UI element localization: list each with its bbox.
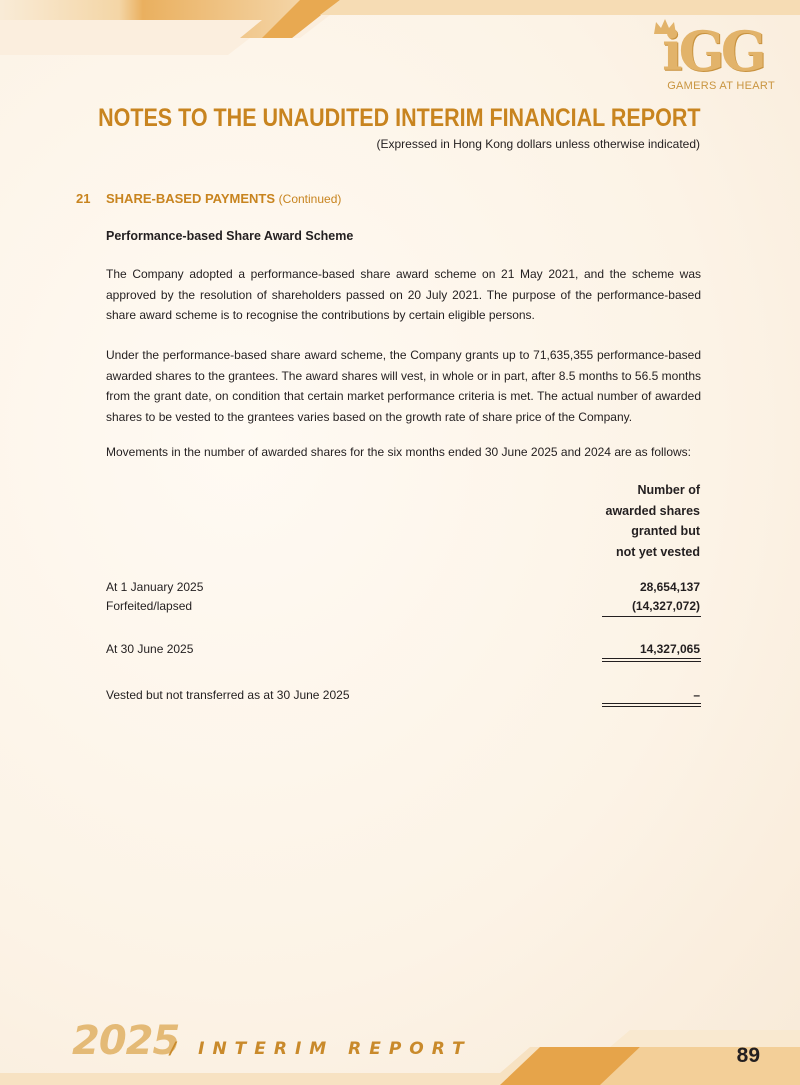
igg-logo xyxy=(650,20,775,100)
section-title-text: SHARE-BASED PAYMENTS xyxy=(106,191,276,206)
logo-tagline: GAMERS AT HEART xyxy=(667,80,775,92)
section-title xyxy=(106,191,341,206)
footer-year: 2025 xyxy=(72,1018,180,1064)
column-header-line: awarded shares xyxy=(605,503,700,518)
row-value-vested: – xyxy=(693,688,700,702)
column-header-line: Number of xyxy=(637,483,700,497)
scheme-heading: Performance-based Share Award Scheme xyxy=(106,229,354,243)
vested-double-rule xyxy=(602,703,701,707)
section-continued: (Continued) xyxy=(278,192,342,206)
table-column-header xyxy=(606,480,701,562)
logo-text: iGG xyxy=(662,19,763,83)
row-label-opening: At 1 January 2025 xyxy=(106,580,204,594)
row-value-forfeited: (14,327,072) xyxy=(631,599,700,613)
subtotal-rule xyxy=(602,616,701,617)
page-title: NOTES TO THE UNAUDITED INTERIM FINANCIAL REPORT xyxy=(97,104,700,132)
paragraph-scheme-terms: Under the performance-based share award scheme, the Company grants up to 71,635,355 performance-based awarded shares to the grantees. The award shares will vest, in whole or in part, after 8.5 months to 56.5 months from the grant date, on condition that certain market performance criteria is met. The actual number of awarded shares to be vested to the grantees varies based on the growth rate of share price of the Company. xyxy=(106,348,701,424)
page-number: 89 xyxy=(736,1044,760,1067)
row-value-opening: 28,654,137 xyxy=(639,580,700,594)
column-header-line: not yet vested xyxy=(615,544,700,559)
paragraph-movements-intro: Movements in the number of awarded shares for the six months ended 30 June 2025 and 2024 are as follows: xyxy=(106,445,692,459)
column-header-line: granted but xyxy=(631,524,700,538)
section-number: 21 xyxy=(76,191,91,206)
row-label-forfeited: Forfeited/lapsed xyxy=(106,599,193,613)
row-label-closing: At 30 June 2025 xyxy=(106,642,194,656)
footer-report-label: / INTERIM REPORT xyxy=(170,1039,472,1059)
total-double-rule xyxy=(602,658,701,662)
row-label-vested: Vested but not transferred as at 30 June 2025 xyxy=(106,688,350,702)
page-subtitle: (Expressed in Hong Kong dollars unless otherwise indicated) xyxy=(376,137,700,151)
paragraph-scheme-adoption: The Company adopted a performance-based share award scheme on 21 May 2021, and the scheme was approved by the resolution of shareholders passed on 20 July 2021. The purpose of the performance-based share award scheme is to recognise the contributions by certain eligible persons. xyxy=(106,267,701,322)
row-value-closing: 14,327,065 xyxy=(639,642,700,656)
